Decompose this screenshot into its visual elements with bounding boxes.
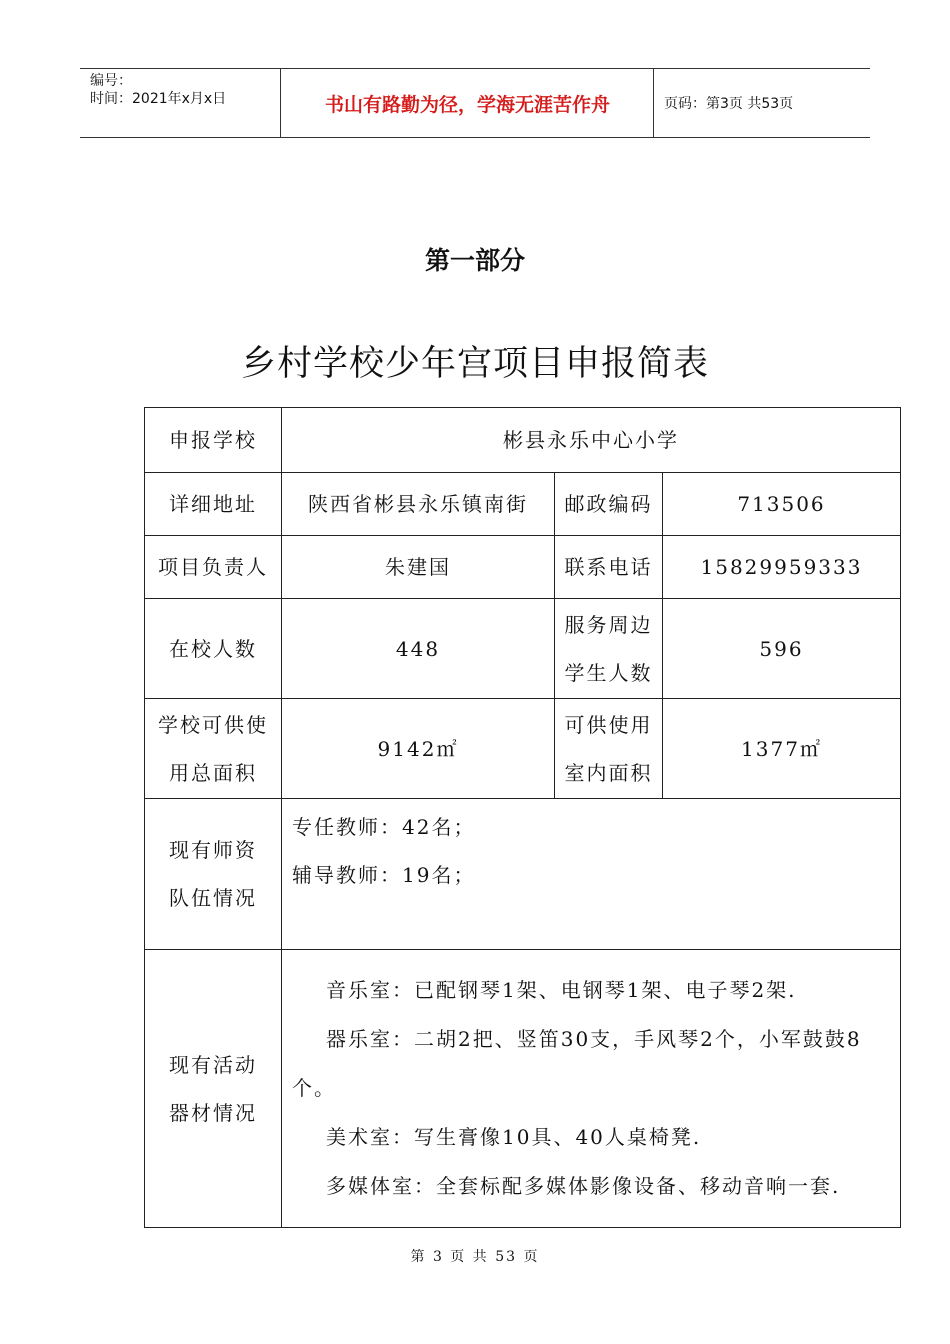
students-label: 在校人数: [145, 599, 282, 699]
page-header: [80, 68, 870, 138]
table-row: [145, 408, 901, 473]
area-label-line-1: 学校可供使: [158, 712, 268, 737]
equipment-media-room: 多媒体室：全套标配多媒体影像设备、移动音响一套.: [326, 1174, 841, 1198]
table-row: [145, 699, 901, 799]
leader-label: 项目负责人: [145, 536, 282, 599]
served-students-label: [555, 599, 663, 699]
postcode-value: 713506: [663, 473, 901, 536]
total-area-value: 9142㎡: [282, 699, 555, 799]
table-row: [145, 950, 901, 1228]
table-row: [145, 473, 901, 536]
served-value: 596: [663, 599, 901, 699]
students-value: 448: [282, 599, 555, 699]
teachers-value: [282, 799, 901, 950]
school-label: 申报学校: [145, 408, 282, 473]
address-value: 陕西省彬县永乐镇南街: [282, 473, 555, 536]
indoor-label-line-1: 可供使用: [564, 712, 653, 737]
table-row: [145, 536, 901, 599]
equipment-label: [145, 950, 282, 1228]
number-label: 编号：: [90, 73, 132, 89]
school-value: 彬县永乐中心小学: [282, 408, 901, 473]
equipment-value: [282, 950, 901, 1228]
header-meta: [80, 69, 281, 137]
teachers-label-line-1: 现有师资: [169, 838, 257, 862]
postcode-label: 邮政编码: [555, 473, 663, 536]
total-area-label: [145, 699, 282, 799]
served-label-line-2: 学生人数: [564, 660, 653, 685]
equipment-label-line-2: 器材情况: [169, 1100, 257, 1125]
table-row: [145, 799, 901, 950]
header-motto: 书山有路勤为径，学海无涯苦作舟: [282, 69, 654, 137]
teachers-label: [145, 799, 282, 950]
leader-value: 朱建国: [282, 536, 555, 599]
teachers-label-line-2: 队伍情况: [169, 886, 257, 910]
page-footer: 第 3 页 共 53 页: [410, 1249, 540, 1265]
area-label-line-2: 用总面积: [169, 760, 257, 785]
indoor-label-line-2: 室内面积: [564, 760, 653, 785]
equipment-label-line-1: 现有活动: [169, 1052, 257, 1077]
part-heading: 第一部分: [424, 246, 525, 275]
teachers-line-1: 专任教师：42名；: [292, 815, 476, 839]
equipment-music-room: 音乐室：已配钢琴1架、电钢琴1架、电子琴2架.: [326, 978, 797, 1002]
phone-value: 15829959333: [663, 536, 901, 599]
header-page-info: 页码：第3页 共53页: [664, 96, 794, 112]
address-label: 详细地址: [145, 473, 282, 536]
phone-label: 联系电话: [555, 536, 663, 599]
served-label-line-1: 服务周边: [564, 612, 653, 637]
application-table: [144, 407, 901, 1228]
teachers-line-2: 辅导教师：19名；: [292, 863, 476, 887]
table-row: [145, 599, 901, 699]
document-title: 乡村学校少年宫项目申报简表: [240, 344, 709, 384]
equipment-instrument-room: 器乐室：二胡2把、竖笛30支，手风琴2个，小军鼓鼓8个。: [292, 1027, 862, 1100]
equipment-art-room: 美术室：写生膏像10具、40人桌椅凳.: [326, 1125, 702, 1149]
indoor-area-value: 1377㎡: [663, 699, 901, 799]
time-label: 时间：2021年x月x日: [90, 91, 227, 107]
indoor-area-label: [555, 699, 663, 799]
